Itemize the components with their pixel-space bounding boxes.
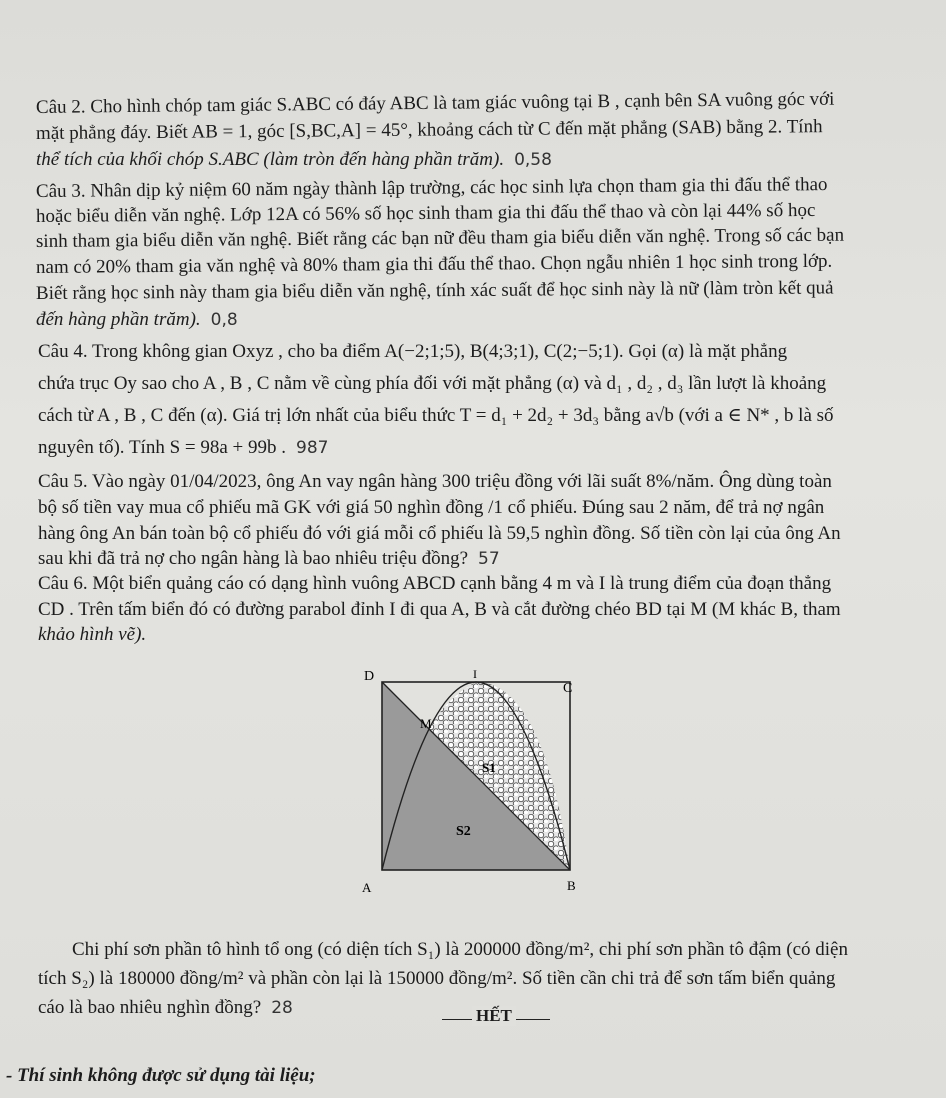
label-m: M: [420, 716, 432, 731]
q6-handwritten-answer: 28: [271, 998, 293, 1018]
q6-line-2: CD . Trên tấm biển đó có đường parabol đỉnh I đi qua A, B và cắt đường chéo BD tại M (M khác B, tham: [38, 599, 841, 620]
q6-line-1: Câu 6. Một biển quảng cáo có dạng hình vuông ABCD cạnh bằng 4 m và I là trung điểm của đoạn thẳng: [38, 573, 832, 594]
q3-line-1: Câu 3. Nhân dịp kỷ niệm 60 năm ngày thành lập trường, các học sinh lựa chọn tham gia thi đấu thể thao: [35, 174, 828, 202]
q4-line-1: Câu 4. Trong không gian Oxyz , cho ba điểm A(−2;1;5), B(4;3;1), C(2;−5;1). Gọi (α) là mặt phẳng: [38, 341, 788, 362]
q3-line-6: đến hàng phần trăm). 0,8: [36, 309, 238, 330]
footer-note: - Thí sinh không được sử dụng tài liệu;: [6, 1065, 316, 1086]
label-d: D: [364, 670, 375, 684]
billboard-figure: [358, 670, 588, 900]
label-s1: S1: [482, 760, 496, 775]
label-c: C: [563, 681, 573, 696]
end-divider: [442, 1006, 550, 1025]
q4-line-3: cách từ A , B , C đến (α). Giá trị lớn nhất của biểu thức T = d₁ + 2d₂ + 3d₃ bằng a√b (với a ∈ N* , b là số: [38, 405, 834, 426]
q2-line-3: thể tích của khối chóp S.ABC (làm tròn đến hàng phần trăm). 0,58: [36, 149, 552, 170]
q2-handwritten-answer: 0,58: [514, 150, 552, 170]
q5-line-4: sau khi đã trả nợ cho ngân hàng là bao nhiêu triệu đồng? 57: [38, 548, 500, 569]
q4-line-4: nguyên tố). Tính S = 98a + 99b . 987: [38, 437, 329, 458]
end-label: HẾT: [472, 1006, 516, 1026]
label-b: B: [567, 878, 576, 893]
q4-line-2: chứa trục Oy sao cho A , B , C nằm về cùng phía đối với mặt phẳng (α) và d₁ , d₂ , d₃ lần lượt là khoảng: [38, 373, 827, 394]
q5-handwritten-answer: 57: [478, 549, 500, 569]
q3-handwritten-answer: 0,8: [210, 310, 238, 330]
q5-line-3: hàng ông An bán toàn bộ cổ phiếu đó với giá mỗi cổ phiếu là 59,5 nghìn đồng. Số tiền còn lại của ông An: [38, 523, 841, 544]
q3-line-4: nam có 20% tham gia văn nghệ và 80% tham gia thi đấu thể thao. Chọn ngẫu nhiên 1 học sinh trong lớp.: [35, 250, 833, 278]
q3-line-3: sinh tham gia biểu diễn văn nghệ. Biết rằng các bạn nữ đều tham gia biểu diễn văn nghệ. Trong số các bạn: [35, 224, 845, 252]
q2-line-2: mặt phẳng đáy. Biết AB = 1, góc [S,BC,A] = 45°, khoảng cách từ C đến mặt phẳng (SAB) bằng 2. Tính: [35, 116, 823, 144]
q5-line-1: Câu 5. Vào ngày 01/04/2023, ông An vay ngân hàng 300 triệu đồng với lãi suất 8%/năm. Ông dùng toàn: [38, 471, 832, 492]
label-s2: S2: [456, 824, 471, 839]
q6-line-3: khảo hình vẽ).: [38, 624, 147, 645]
q3-line-5: Biết rằng học sinh này tham gia biểu diễn văn nghệ, tính xác suất để học sinh này là nữ (làm tròn kết quả: [35, 277, 834, 304]
label-a: A: [362, 880, 372, 895]
q6-cost-line-3: cáo là bao nhiêu nghìn đồng? 28: [38, 997, 293, 1018]
q6-cost-line-2: tích S₂) là 180000 đồng/m² và phần còn lại là 150000 đồng/m². Số tiền cần chi trả để sơn tấm biển quảng: [38, 968, 836, 989]
q4-handwritten-answer: 987: [296, 438, 329, 458]
q5-line-2: bộ số tiền vay mua cổ phiếu mã GK với giá 50 nghìn đồng /1 cổ phiếu. Đúng sau 2 năm, để trả nợ ngân: [38, 497, 825, 518]
q3-line-2: hoặc biểu diễn văn nghệ. Lớp 12A có 56% số học sinh tham gia thi đấu thể thao và còn lại 44% số học: [35, 199, 816, 227]
q6-cost-line-1: Chi phí sơn phần tô hình tổ ong (có diện tích S₁) là 200000 đồng/m², chi phí sơn phần tô đậm (có diện: [72, 939, 848, 960]
q2-line-1: Câu 2. Cho hình chóp tam giác S.ABC có đáy ABC là tam giác vuông tại B , cạnh bên SA vuông góc với: [35, 88, 835, 118]
label-i: I: [473, 670, 477, 681]
